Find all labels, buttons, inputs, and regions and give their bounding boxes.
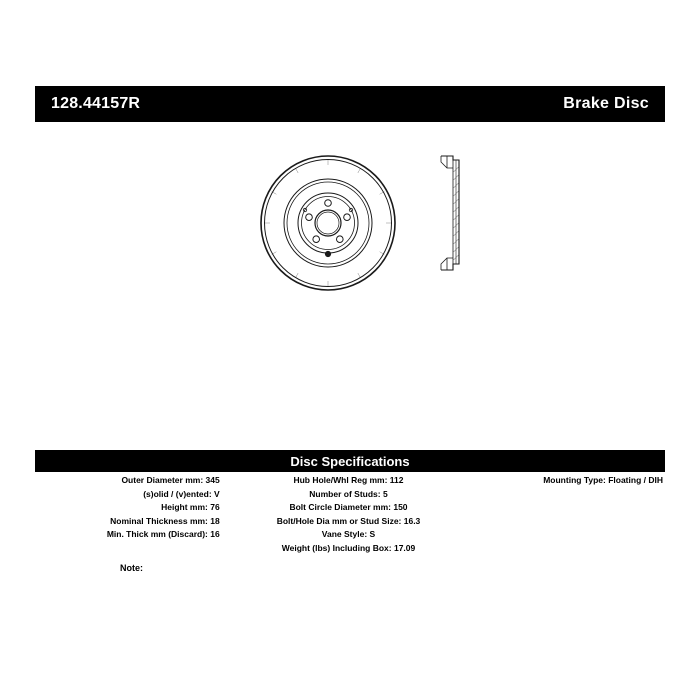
header-bar [35,86,665,122]
spec-mounting-type: Mounting Type: Floating / DIH [543,475,663,485]
part-number: 128.44157R [51,95,141,112]
spec-height: Height mm: 76 [161,502,220,512]
spec-weight: Weight (lbs) Including Box: 17.09 [281,542,416,553]
spec-number-of-studs: Number of Studs: 5 [309,488,388,499]
spec-bolt-circle-diameter: Bolt Circle Diameter mm: 150 [289,502,408,512]
brake-disc-side-section-view [441,156,459,270]
disc-specifications-body [35,474,665,594]
product-type-label: Brake Disc [563,95,649,112]
spec-outer-diameter: Outer Diameter mm: 345 [121,475,220,485]
spec-vane-style: Vane Style: S [321,529,376,539]
spec-column-right [473,474,665,555]
spec-bolt-hole-dia: Bolt/Hole Dia mm or Stud Size: 16.3 [276,515,421,526]
spec-column-middle [224,474,474,555]
brake-disc-front-view [261,156,395,290]
disc-specifications-title: Disc Specifications [290,453,410,469]
spec-column-left [35,474,224,555]
disc-specifications-bar [35,450,665,472]
note-label: Note: [120,563,143,573]
technical-drawing [35,130,665,430]
spec-nominal-thickness: Nominal Thickness mm: 18 [110,515,220,526]
spec-solid-vented: (s)olid / (v)ented: V [143,488,220,499]
spec-min-thickness: Min. Thick mm (Discard): 16 [106,529,220,539]
spec-hub-hole: Hub Hole/Whl Reg mm: 112 [293,475,404,485]
